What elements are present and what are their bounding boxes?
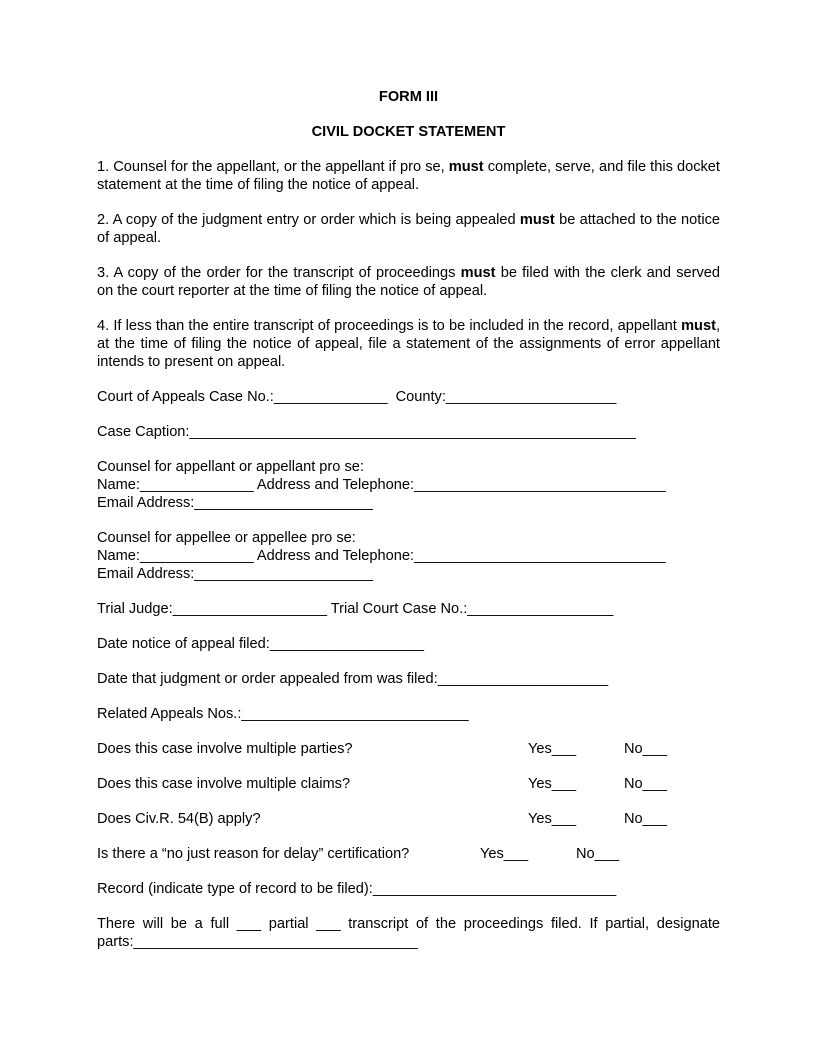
transcript-paragraph (97, 915, 720, 951)
no-option[interactable]: No___ (624, 741, 668, 757)
instruction-1: 1. Counsel for the appellant, or the appellant if pro se, must complete, serve, and file this docket statement at the time of filing the notice of appeal. (97, 159, 720, 193)
question-no-just-reason (97, 845, 720, 863)
appellee-name-field[interactable]: ______________ (139, 548, 254, 564)
case-caption-field[interactable]: _______________________________________________________ (189, 424, 636, 440)
instruction-3: 3. A copy of the order for the transcript of proceedings must be filed with the clerk and served on the court reporter at the time of filing the notice of appeal. (97, 265, 721, 299)
appellee-email-row (97, 565, 720, 583)
question-civ-rule-54b (97, 810, 720, 828)
no-option[interactable]: No___ (624, 776, 668, 792)
related-appeals-label: Related Appeals Nos.: (97, 706, 242, 722)
appellant-counsel-block (97, 458, 720, 512)
appellant-address-label: Address and Telephone: (256, 477, 415, 493)
appellee-address-field[interactable]: _______________________________ (414, 548, 666, 564)
yes-option[interactable]: Yes___ (528, 776, 577, 792)
appellant-email-row (97, 494, 720, 512)
yes-option[interactable]: Yes___ (528, 741, 577, 757)
judgment-date-field[interactable]: _____________________ (437, 671, 609, 687)
appellant-name-label: Name: (97, 477, 140, 493)
case-number-row (97, 388, 720, 406)
appellee-email-field[interactable]: ______________________ (194, 566, 373, 582)
appellant-name-field[interactable]: ______________ (139, 477, 254, 493)
appellant-email-field[interactable]: ______________________ (194, 495, 373, 511)
judgment-date-label: Date that judgment or order appealed from was filed: (97, 671, 438, 687)
record-type-row (97, 880, 720, 898)
record-type-label: Record (indicate type of record to be filed): (97, 881, 373, 897)
related-appeals-row (97, 705, 720, 723)
question-multiple-parties (97, 740, 720, 758)
appellant-name-row (97, 476, 720, 494)
trial-case-label: Trial Court Case No.: (330, 601, 468, 617)
appellant-email-label: Email Address: (97, 495, 195, 511)
county-field[interactable]: _____________________ (445, 389, 617, 405)
trial-judge-label: Trial Judge: (97, 601, 173, 617)
trial-judge-row (97, 600, 720, 618)
no-option[interactable]: No___ (624, 811, 668, 827)
no-option[interactable]: No___ (576, 846, 620, 862)
related-appeals-field[interactable]: ____________________________ (241, 706, 469, 722)
appellee-name-label: Name: (97, 548, 140, 564)
appellant-heading: Counsel for appellant or appellant pro se: (97, 459, 364, 475)
yes-option[interactable]: Yes___ (528, 811, 577, 827)
appellee-name-row (97, 547, 720, 565)
document-page (97, 88, 720, 951)
case-caption-row (97, 423, 720, 441)
appellee-counsel-block (97, 529, 720, 583)
county-label: County: (395, 389, 446, 405)
judgment-date-row (97, 670, 720, 688)
instruction-4: 4. If less than the entire transcript of proceedings is to be included in the record, appellant must, at the time of filing the notice of appeal, file a statement of the assignments of error appellant intends to present on appeal. (97, 318, 720, 370)
appellee-email-label: Email Address: (97, 566, 195, 582)
trial-judge-field[interactable]: ___________________ (172, 601, 327, 617)
question-multiple-claims (97, 775, 720, 793)
notice-date-row (97, 635, 720, 653)
case-number-field[interactable]: ______________ (273, 389, 388, 405)
transcript-parts-field[interactable]: ___________________________________ (133, 934, 418, 950)
appellant-address-field[interactable]: _______________________________ (414, 477, 666, 493)
notice-date-label: Date notice of appeal filed: (97, 636, 270, 652)
notice-date-field[interactable]: ___________________ (269, 636, 425, 652)
instruction-2: 2. A copy of the judgment entry or order which is being appealed must be attached to the notice of appeal. (97, 212, 720, 246)
transcript-text: There will be a full ___ partial ___ transcript of the proceedings filed. If partial, designate parts: (97, 916, 720, 950)
appellee-heading: Counsel for appellee or appellee pro se: (97, 530, 356, 546)
question-text: Is there a “no just reason for delay” certification? (97, 846, 410, 862)
case-number-label: Court of Appeals Case No.: (97, 389, 274, 405)
yes-option[interactable]: Yes___ (480, 846, 529, 862)
trial-case-field[interactable]: __________________ (467, 601, 614, 617)
appellee-address-label: Address and Telephone: (256, 548, 415, 564)
question-text: Does this case involve multiple claims? (97, 776, 351, 792)
case-caption-label: Case Caption: (97, 424, 190, 440)
record-type-field[interactable]: ______________________________ (372, 881, 617, 897)
question-text: Does Civ.R. 54(B) apply? (97, 811, 261, 827)
form-title: CIVIL DOCKET STATEMENT (311, 124, 506, 140)
question-text: Does this case involve multiple parties? (97, 741, 353, 757)
form-number: FORM III (378, 89, 439, 105)
